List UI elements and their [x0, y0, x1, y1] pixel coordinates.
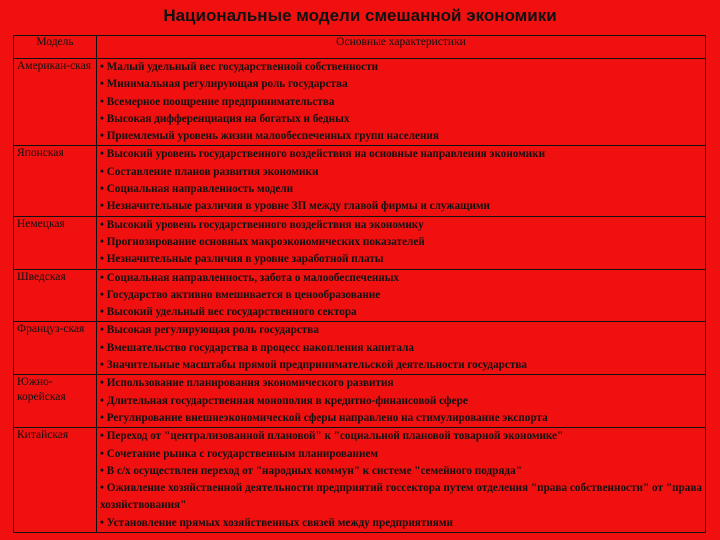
characteristic-item: • Незначительные различия в уровне заработной платы	[100, 253, 384, 266]
characteristic-item: • Социальная направленность модели	[100, 183, 294, 196]
characteristic-item: • Приемлемый уровень жизни малообеспеченных групп населения	[100, 130, 439, 143]
characteristics-cell	[97, 375, 706, 428]
characteristic-item: • Сочетание рынка с государственным планированием	[100, 447, 379, 460]
characteristic-item: • Прогнозирование основных макроэкономических показателей	[100, 235, 425, 248]
header-model: Модель	[14, 36, 97, 59]
table-row	[14, 375, 706, 428]
characteristic-item: • Малый удельный вес государственной собственности	[100, 61, 379, 73]
characteristic-item: • Значительные масштабы прямой предпринимательской деятельности государства	[100, 359, 527, 372]
table-row	[14, 428, 706, 533]
characteristic-item: • Высокий уровень государственного воздействия на экономику	[100, 218, 424, 231]
characteristics-cell	[97, 269, 706, 322]
characteristic-item: • Переход от "централизованной плановой" к "социальной плановой товарной экономике"	[100, 430, 564, 443]
characteristics-cell	[97, 146, 706, 216]
characteristic-item: • Вмешательство государства в процесс накопления капитала	[100, 341, 414, 354]
characteristic-item: • В с/х осуществлен переход от "народных коммун" к системе "семейного подряда"	[100, 464, 522, 477]
page-title: Национальные модели смешанной экономики	[163, 6, 557, 25]
characteristic-item: • Регулирование внешнеэкономической сферы направлено на стимулирование экспорта	[100, 411, 548, 424]
characteristics-cell	[97, 59, 706, 146]
model-name: Японская	[14, 146, 97, 216]
table-row	[14, 146, 706, 216]
header-characteristics: Основные характеристики	[97, 36, 706, 59]
characteristics-cell	[97, 322, 706, 375]
model-name: Шведская	[14, 269, 97, 322]
model-name: Американ-ская	[14, 59, 97, 146]
characteristic-item: • Оживление хозяйственной деятельности предприятий госсектора путем отделения "права собственности" от "права хозяйствования"	[100, 482, 702, 512]
models-table	[13, 35, 706, 533]
characteristic-item: • Минимальная регулирующая роль государства	[100, 78, 348, 91]
characteristic-item: • Государство активно вмешивается в ценообразование	[100, 288, 381, 301]
table-row	[14, 216, 706, 269]
characteristic-item: • Незначительные различия в уровне ЗП между главой фирмы и служащими	[100, 200, 490, 213]
characteristics-cell	[97, 428, 706, 533]
characteristic-item: • Длительная государственная монополия в кредитно-финансовой сфере	[100, 394, 468, 407]
table-row	[14, 322, 706, 375]
characteristic-item: • Всемерное поощрение предпринимательства	[100, 95, 335, 108]
model-name: Китайская	[14, 428, 97, 533]
characteristics-cell	[97, 216, 706, 269]
model-name: Южно-корейская	[14, 375, 97, 428]
characteristic-item: • Высокий удельный вес государственного сектора	[100, 306, 357, 319]
characteristic-item: • Составление планов развития экономики	[100, 165, 319, 178]
model-name: Немецкая	[14, 216, 97, 269]
characteristic-item: • Высокая дифференциация на богатых и бедных	[100, 112, 350, 125]
table-row	[14, 269, 706, 322]
table-row	[14, 59, 706, 146]
characteristic-item: • Высокий уровень государственного воздействия на основные направления экономики	[100, 148, 546, 161]
model-name: Француз-ская	[14, 322, 97, 375]
characteristic-item: • Использование планирования экономического развития	[100, 377, 394, 390]
characteristic-item: • Высокая регулирующая роль государства	[100, 324, 319, 337]
characteristic-item: • Социальная направленность, забота о малообеспеченных	[100, 271, 400, 284]
characteristic-item: • Установление прямых хозяйственных связей между предприятиями	[100, 516, 453, 529]
table-header-row	[14, 36, 706, 59]
